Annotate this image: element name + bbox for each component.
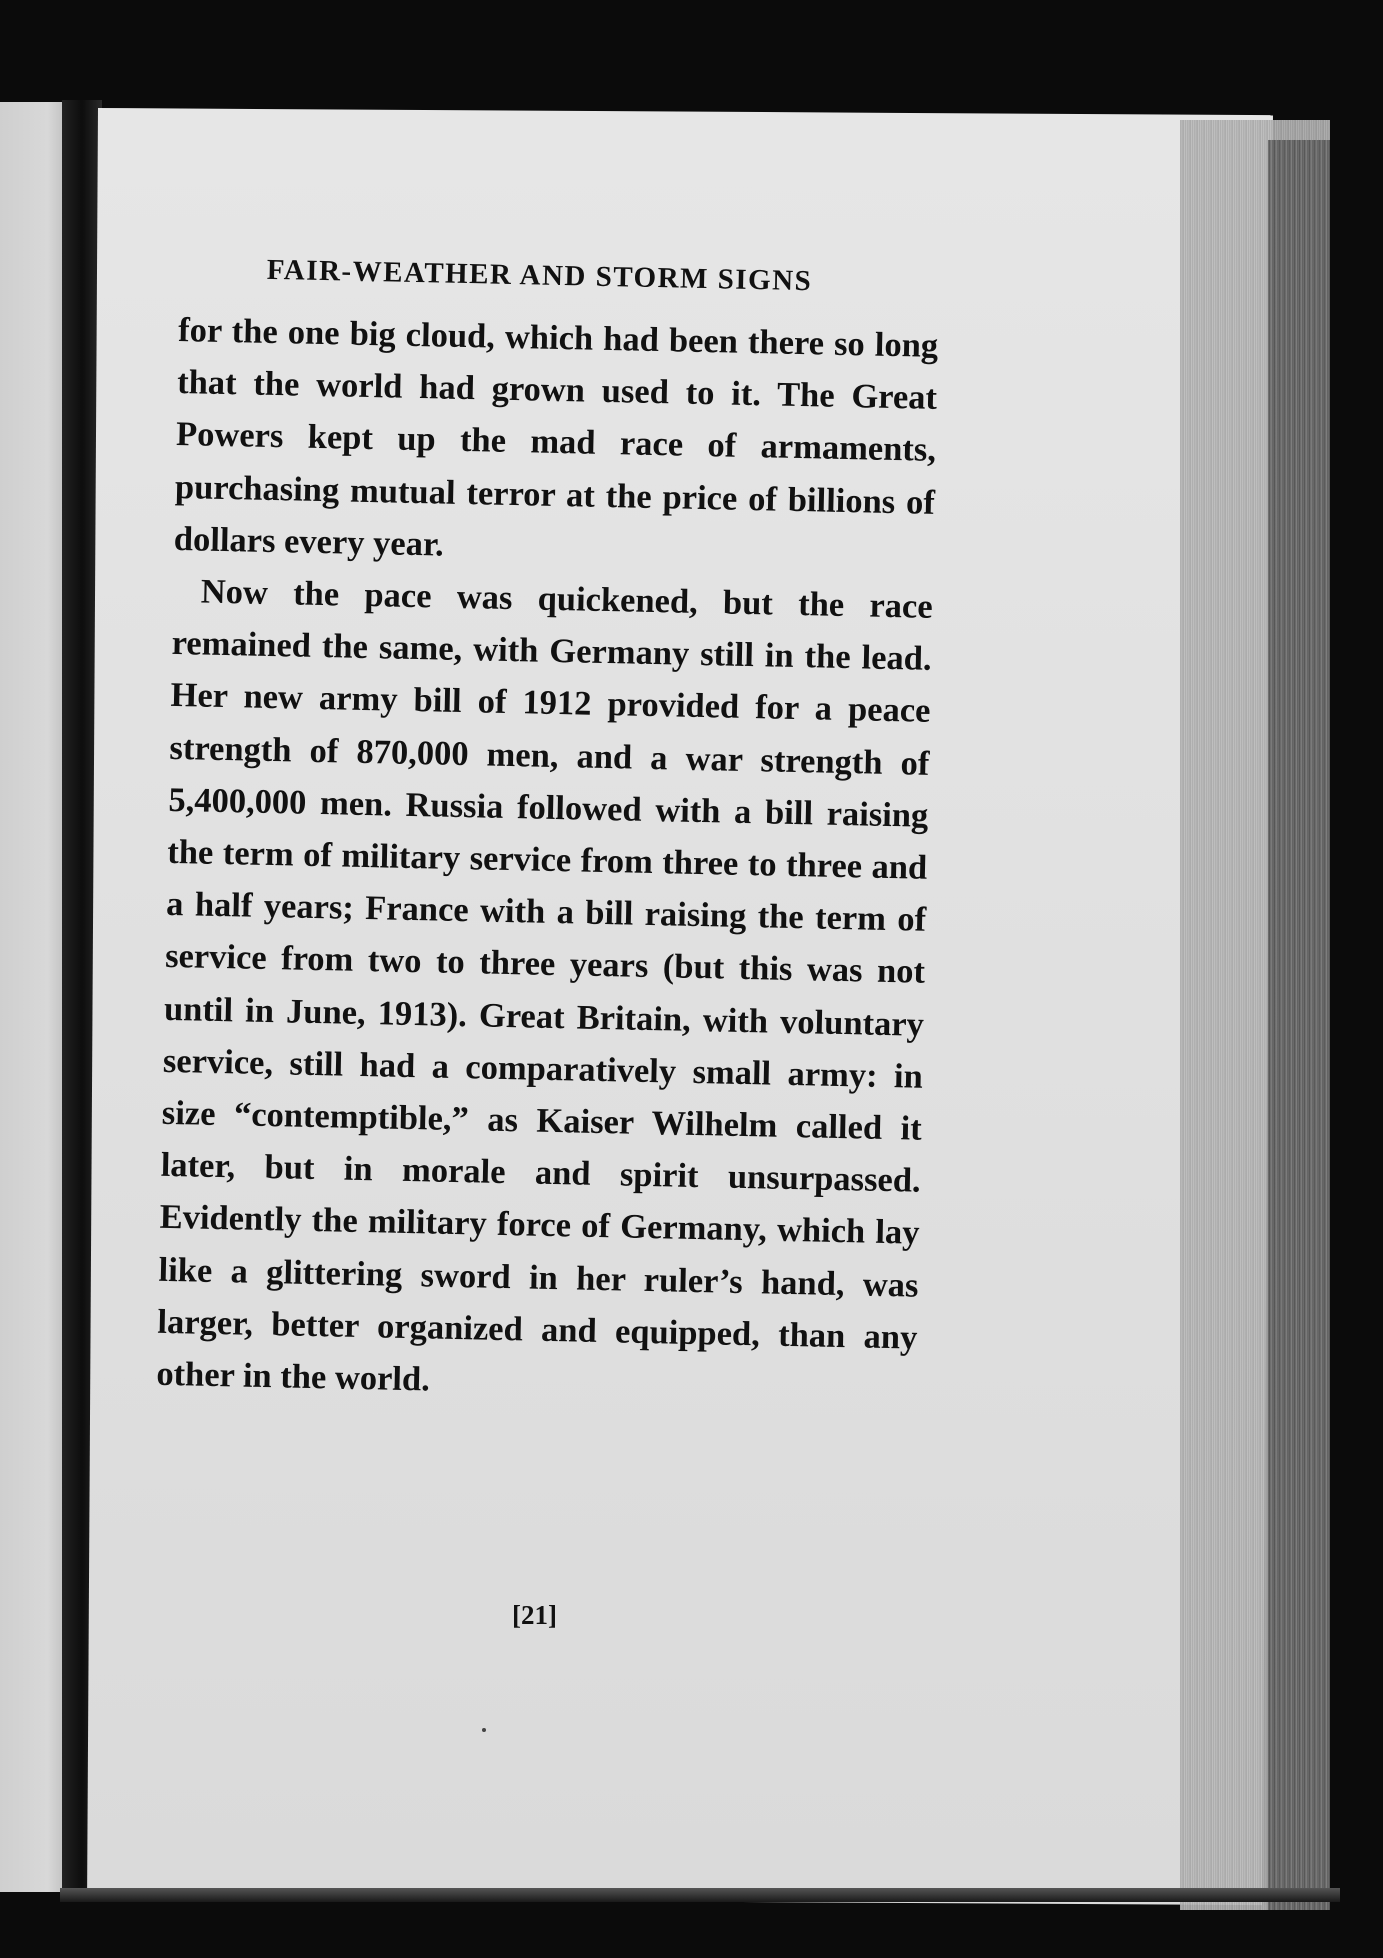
ink-speck [482, 1728, 486, 1732]
paragraph-1: for the one big cloud, which had been there so long that the world had grown used to it. The Great Powers kept up the mad race of armaments, purchasing mutual terror at the price of billions of dollars every year. [173, 310, 939, 564]
paragraph-2: Now the pace was quickened, but the race remained the same, with Germany still in the lead. Her new army bill of 1912 provided for a peace strength of 870,000 men, and a war strength of 5,400,000 men. Russia followed with a bill raising the term of military service from three to three and a half years; France with a bill raising the term of service from two to three years (but this was not until in June, 1913). Great Britain, with voluntary service, still had a comparatively small army: in size “contemptible,” as Kaiser Wilhelm called it later, but in morale and spirit unsurpassed. Evidently the military force of Germany, which lay like a glittering sword in her ruler’s hand, was larger, better organized and equipped, than any other in the world. [156, 572, 934, 1399]
facing-page-edge [0, 102, 68, 1892]
page-text-block [156, 248, 940, 1416]
running-head: FAIR-WEATHER AND STORM SIGNS [266, 253, 813, 298]
page-number: [21] [512, 1600, 557, 1630]
page-stack-shadow [1268, 140, 1330, 1910]
page-bottom-edge [60, 1888, 1340, 1902]
